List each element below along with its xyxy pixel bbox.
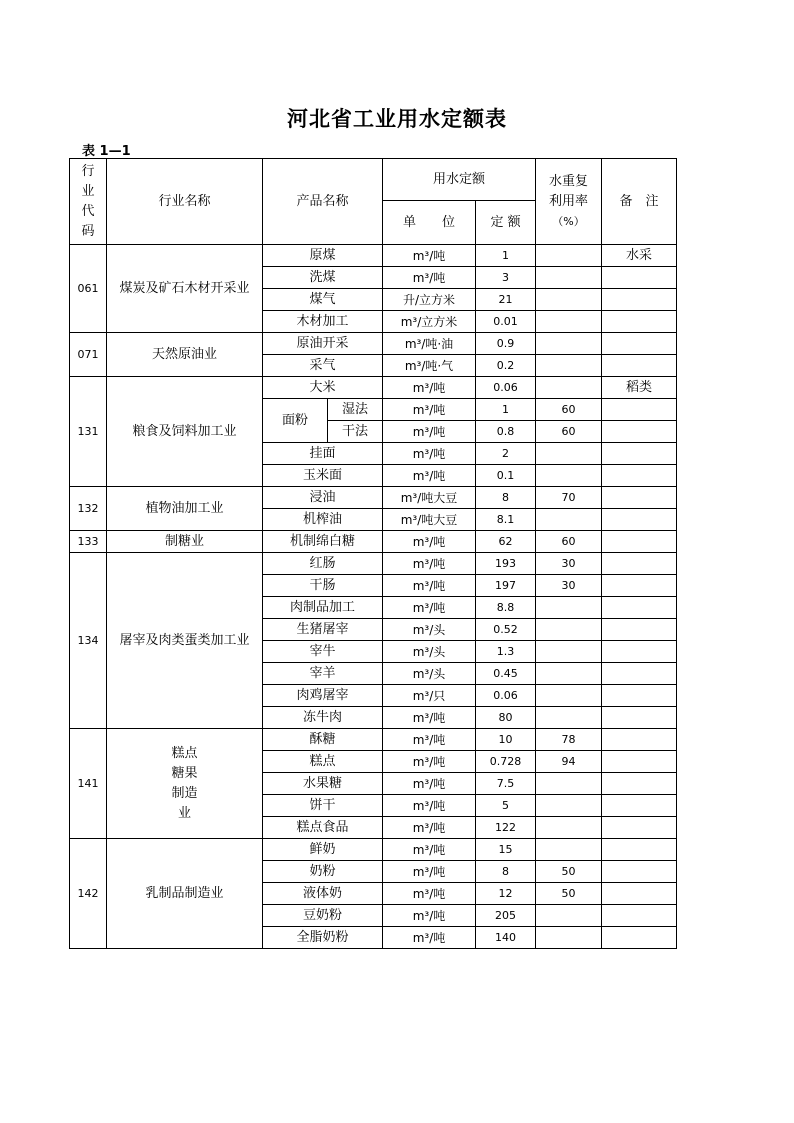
quota-value: 0.06	[476, 685, 536, 707]
quota-value: 2	[476, 443, 536, 465]
product-name: 木材加工	[263, 311, 383, 333]
reuse-rate	[536, 927, 602, 949]
reuse-rate	[536, 311, 602, 333]
note-cell	[602, 531, 677, 553]
product-name: 洗煤	[263, 267, 383, 289]
header-reuse-line: （%）	[552, 214, 585, 228]
product-name: 冻牛肉	[263, 707, 383, 729]
quota-value: 0.52	[476, 619, 536, 641]
industry-name: 屠宰及肉类蛋类加工业	[107, 553, 263, 729]
unit-cell: m³/头	[383, 619, 476, 641]
header-product: 产品名称	[263, 159, 383, 245]
unit-cell: m³/吨	[383, 443, 476, 465]
reuse-rate	[536, 817, 602, 839]
table-row	[70, 531, 677, 553]
quota-value: 0.2	[476, 355, 536, 377]
table-number: 表 1—1	[82, 144, 131, 159]
unit-cell: m³/吨	[383, 729, 476, 751]
note-cell	[602, 267, 677, 289]
header-industry: 行业名称	[107, 159, 263, 245]
note-cell	[602, 575, 677, 597]
reuse-rate	[536, 377, 602, 399]
reuse-rate: 50	[536, 883, 602, 905]
note-cell	[602, 751, 677, 773]
unit-cell: m³/吨	[383, 575, 476, 597]
note-cell	[602, 311, 677, 333]
table-row	[70, 245, 677, 267]
reuse-rate	[536, 663, 602, 685]
note-cell	[602, 553, 677, 575]
unit-cell: m³/吨	[383, 531, 476, 553]
unit-cell: m³/吨·气	[383, 355, 476, 377]
water-quota-table	[69, 158, 677, 949]
quota-value: 8.1	[476, 509, 536, 531]
header-code-char: 码	[81, 223, 95, 239]
industry-code: 141	[70, 729, 107, 839]
note-cell	[602, 839, 677, 861]
unit-cell: m³/只	[383, 685, 476, 707]
product-name: 肉制品加工	[263, 597, 383, 619]
note-cell	[602, 905, 677, 927]
industry-code: 071	[70, 333, 107, 377]
quota-value: 8	[476, 861, 536, 883]
reuse-rate: 78	[536, 729, 602, 751]
note-cell	[602, 509, 677, 531]
unit-cell: m³/吨	[383, 905, 476, 927]
note-cell	[602, 641, 677, 663]
quota-value: 193	[476, 553, 536, 575]
header-reuse-cell	[536, 159, 602, 245]
quota-value: 0.01	[476, 311, 536, 333]
product-name: 原油开采	[263, 333, 383, 355]
note-cell	[602, 861, 677, 883]
quota-value: 1	[476, 245, 536, 267]
note-cell	[602, 465, 677, 487]
note-cell	[602, 663, 677, 685]
reuse-rate: 50	[536, 861, 602, 883]
quota-value: 8.8	[476, 597, 536, 619]
reuse-rate: 30	[536, 553, 602, 575]
unit-cell: m³/吨	[383, 267, 476, 289]
unit-cell: m³/吨	[383, 773, 476, 795]
reuse-rate: 60	[536, 399, 602, 421]
unit-cell: m³/立方米	[383, 311, 476, 333]
reuse-rate	[536, 289, 602, 311]
unit-cell: m³/吨	[383, 883, 476, 905]
unit-cell: m³/吨大豆	[383, 487, 476, 509]
table-body	[70, 245, 677, 949]
reuse-rate	[536, 641, 602, 663]
industry-code: 132	[70, 487, 107, 531]
note-cell	[602, 355, 677, 377]
note-cell	[602, 289, 677, 311]
unit-cell: m³/吨大豆	[383, 509, 476, 531]
quota-value: 0.45	[476, 663, 536, 685]
product-name: 玉米面	[263, 465, 383, 487]
table-row	[70, 729, 677, 751]
industry-name: 天然原油业	[107, 333, 263, 377]
note-cell	[602, 333, 677, 355]
table-row	[70, 333, 677, 355]
industry-name-line: 糖果	[171, 765, 198, 781]
unit-cell: m³/吨	[383, 861, 476, 883]
product-name: 干肠	[263, 575, 383, 597]
unit-cell: m³/吨	[383, 465, 476, 487]
product-name: 采气	[263, 355, 383, 377]
reuse-rate	[536, 443, 602, 465]
product-name: 奶粉	[263, 861, 383, 883]
header-code-cell	[70, 159, 107, 245]
header-quota: 用水定额	[383, 159, 536, 201]
note-cell: 稻类	[602, 377, 677, 399]
note-cell	[602, 707, 677, 729]
quota-value: 0.06	[476, 377, 536, 399]
reuse-rate	[536, 839, 602, 861]
industry-code: 142	[70, 839, 107, 949]
header-code-char: 代	[81, 203, 95, 219]
product-name: 湿法	[328, 399, 383, 421]
industry-name-line: 业	[177, 805, 191, 821]
note-cell	[602, 685, 677, 707]
unit-cell: m³/吨	[383, 553, 476, 575]
product-name: 挂面	[263, 443, 383, 465]
table-row	[70, 553, 677, 575]
note-cell	[602, 773, 677, 795]
header-reuse-line: 利用率	[549, 193, 589, 209]
unit-cell: m³/吨	[383, 839, 476, 861]
quota-value: 10	[476, 729, 536, 751]
product-name: 煤气	[263, 289, 383, 311]
note-cell	[602, 443, 677, 465]
product-name: 机制绵白糖	[263, 531, 383, 553]
unit-cell: m³/吨	[383, 421, 476, 443]
header-unit: 单 位	[383, 201, 476, 245]
note-cell	[602, 421, 677, 443]
quota-value: 0.9	[476, 333, 536, 355]
product-name: 宰牛	[263, 641, 383, 663]
industry-name	[107, 729, 263, 839]
product-name: 浸油	[263, 487, 383, 509]
header-value: 定 额	[476, 201, 536, 245]
product-name: 饼干	[263, 795, 383, 817]
industry-name: 粮食及饲料加工业	[107, 377, 263, 487]
table-row	[70, 487, 677, 509]
header-note: 备 注	[602, 159, 677, 245]
unit-cell: m³/头	[383, 641, 476, 663]
reuse-rate	[536, 267, 602, 289]
reuse-rate: 60	[536, 531, 602, 553]
quota-value: 8	[476, 487, 536, 509]
unit-cell: m³/吨	[383, 245, 476, 267]
quota-value: 15	[476, 839, 536, 861]
industry-name: 植物油加工业	[107, 487, 263, 531]
note-cell	[602, 927, 677, 949]
product-name: 鲜奶	[263, 839, 383, 861]
note-cell	[602, 399, 677, 421]
product-name: 液体奶	[263, 883, 383, 905]
quota-value: 197	[476, 575, 536, 597]
reuse-rate	[536, 597, 602, 619]
unit-cell: m³/头	[383, 663, 476, 685]
industry-name-line: 糕点	[171, 745, 198, 761]
product-name: 生猪屠宰	[263, 619, 383, 641]
reuse-rate	[536, 905, 602, 927]
unit-cell: m³/吨·油	[383, 333, 476, 355]
industry-code: 131	[70, 377, 107, 487]
note-cell	[602, 597, 677, 619]
header-reuse-line: 水重复	[549, 173, 589, 189]
reuse-rate	[536, 245, 602, 267]
quota-value: 0.8	[476, 421, 536, 443]
product-name: 全脂奶粉	[263, 927, 383, 949]
reuse-rate: 70	[536, 487, 602, 509]
unit-cell: m³/吨	[383, 927, 476, 949]
unit-cell: 升/立方米	[383, 289, 476, 311]
industry-name-line: 制造	[171, 785, 198, 801]
reuse-rate	[536, 509, 602, 531]
quota-value: 122	[476, 817, 536, 839]
quota-value: 205	[476, 905, 536, 927]
unit-cell: m³/吨	[383, 751, 476, 773]
reuse-rate	[536, 773, 602, 795]
reuse-rate: 94	[536, 751, 602, 773]
product-name: 豆奶粉	[263, 905, 383, 927]
product-name: 原煤	[263, 245, 383, 267]
product-name: 红肠	[263, 553, 383, 575]
reuse-rate: 30	[536, 575, 602, 597]
product-name: 宰羊	[263, 663, 383, 685]
industry-name: 煤炭及矿石木材开采业	[107, 245, 263, 333]
industry-code: 134	[70, 553, 107, 729]
product-name: 糕点	[263, 751, 383, 773]
product-name: 肉鸡屠宰	[263, 685, 383, 707]
quota-value: 140	[476, 927, 536, 949]
industry-code: 061	[70, 245, 107, 333]
product-name: 干法	[328, 421, 383, 443]
table-row	[70, 377, 677, 399]
industry-name: 制糖业	[107, 531, 263, 553]
product-name: 酥糖	[263, 729, 383, 751]
note-cell	[602, 817, 677, 839]
header-code-char: 行	[81, 163, 95, 179]
note-cell	[602, 619, 677, 641]
note-cell	[602, 729, 677, 751]
header-code-char: 业	[81, 183, 95, 199]
quota-value: 0.1	[476, 465, 536, 487]
product-name: 糕点食品	[263, 817, 383, 839]
quota-value: 21	[476, 289, 536, 311]
note-cell	[602, 795, 677, 817]
reuse-rate	[536, 795, 602, 817]
product-name: 水果糖	[263, 773, 383, 795]
unit-cell: m³/吨	[383, 817, 476, 839]
product-name: 大米	[263, 377, 383, 399]
unit-cell: m³/吨	[383, 707, 476, 729]
note-cell	[602, 487, 677, 509]
quota-value: 1.3	[476, 641, 536, 663]
note-cell	[602, 883, 677, 905]
quota-value: 80	[476, 707, 536, 729]
industry-code: 133	[70, 531, 107, 553]
unit-cell: m³/吨	[383, 377, 476, 399]
reuse-rate	[536, 355, 602, 377]
quota-value: 0.728	[476, 751, 536, 773]
product-name: 机榨油	[263, 509, 383, 531]
quota-value: 62	[476, 531, 536, 553]
table-row	[70, 839, 677, 861]
reuse-rate	[536, 707, 602, 729]
reuse-rate: 60	[536, 421, 602, 443]
reuse-rate	[536, 685, 602, 707]
reuse-rate	[536, 465, 602, 487]
page-title: 河北省工业用水定额表	[287, 107, 507, 131]
quota-value: 3	[476, 267, 536, 289]
reuse-rate	[536, 619, 602, 641]
unit-cell: m³/吨	[383, 597, 476, 619]
quota-value: 7.5	[476, 773, 536, 795]
reuse-rate	[536, 333, 602, 355]
quota-value: 12	[476, 883, 536, 905]
product-subgroup: 面粉	[263, 399, 328, 443]
note-cell: 水采	[602, 245, 677, 267]
unit-cell: m³/吨	[383, 795, 476, 817]
quota-value: 5	[476, 795, 536, 817]
quota-value: 1	[476, 399, 536, 421]
unit-cell: m³/吨	[383, 399, 476, 421]
industry-name: 乳制品制造业	[107, 839, 263, 949]
